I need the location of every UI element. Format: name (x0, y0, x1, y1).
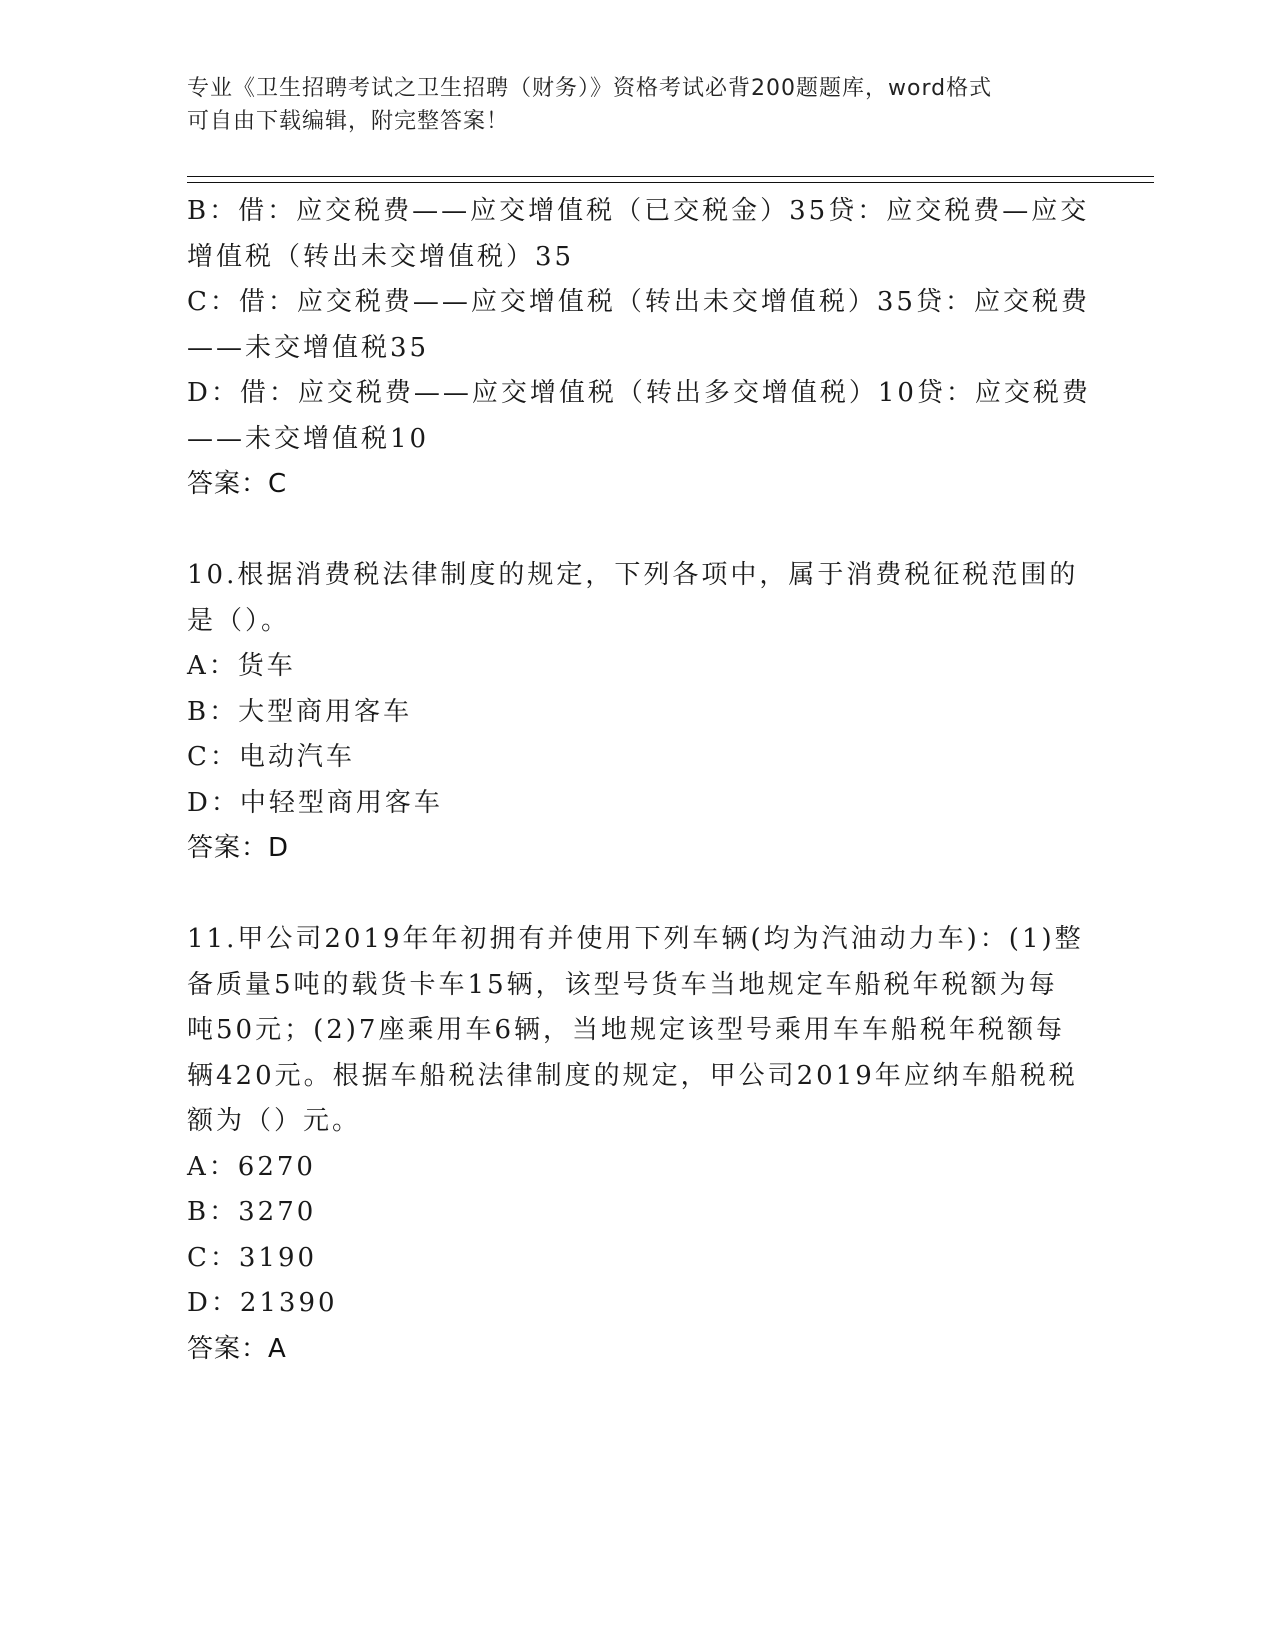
document-header (187, 72, 1067, 138)
option-d-line-1: D：借：应交税费——应交增值税（转出多交增值税）10贷：应交税费 (187, 378, 1091, 408)
option-a: A：货车 (187, 651, 296, 681)
option-d-line-2: ——未交增值税10 (187, 423, 430, 454)
document-body (187, 189, 1091, 1372)
option-b: B：3270 (187, 1197, 317, 1227)
question-stem-line-2: 是（）。 (187, 605, 291, 636)
option-b-line-1: B：借：应交税费——应交增值税（已交税金）35贷：应交税费—应交 (187, 196, 1090, 226)
question-stem-line-2: 备质量5吨的载货卡车15辆，该型号货车当地规定车船税年税额为每 (187, 969, 1058, 1000)
question-10 (187, 553, 1087, 872)
header-title-line-2: 可自由下载编辑，附完整答案！ (187, 109, 510, 134)
answer: 答案：D (187, 833, 290, 863)
spacer (187, 508, 1087, 554)
question-stem-line-4: 辆420元。根据车船税法律制度的规定，甲公司2019年应纳车船税税 (187, 1060, 1078, 1091)
header-title-line-1: 专业《卫生招聘考试之卫生招聘（财务）》资格考试必背200题题库，word格式 (187, 76, 993, 101)
question-stem-line-1: 10.根据消费税法律制度的规定，下列各项中，属于消费税征税范围的 (187, 560, 1079, 590)
option-c: C：电动汽车 (187, 742, 355, 772)
spacer (187, 872, 1087, 918)
option-b: B：大型商用客车 (187, 696, 413, 727)
question-9 (187, 189, 1091, 508)
question-11 (187, 917, 1087, 1372)
option-d: D：中轻型商用客车 (187, 787, 443, 818)
header-rule-top (187, 176, 1154, 177)
option-c-line-2: ——未交增值税35 (187, 332, 430, 363)
question-stem-line-3: 吨50元；(2)7座乘用车6辆，当地规定该型号乘用车车船税年税额每 (187, 1015, 1065, 1045)
header-rule-bottom (187, 182, 1154, 183)
question-stem-line-5: 额为（）元。 (187, 1106, 362, 1136)
answer: 答案：A (187, 1333, 287, 1364)
option-d: D：21390 (187, 1288, 338, 1318)
option-c: C：3190 (187, 1242, 318, 1273)
question-stem-line-1: 11.甲公司2019年年初拥有并使用下列车辆(均为汽油动力车)：(1)整 (187, 924, 1084, 954)
option-c-line-1: C：借：应交税费——应交增值税（转出未交增值税）35贷：应交税费 (187, 287, 1090, 317)
option-b-line-2: 增值税（转出未交增值税）35 (187, 241, 575, 272)
option-a: A：6270 (187, 1151, 316, 1182)
answer: 答案：C (187, 469, 288, 499)
